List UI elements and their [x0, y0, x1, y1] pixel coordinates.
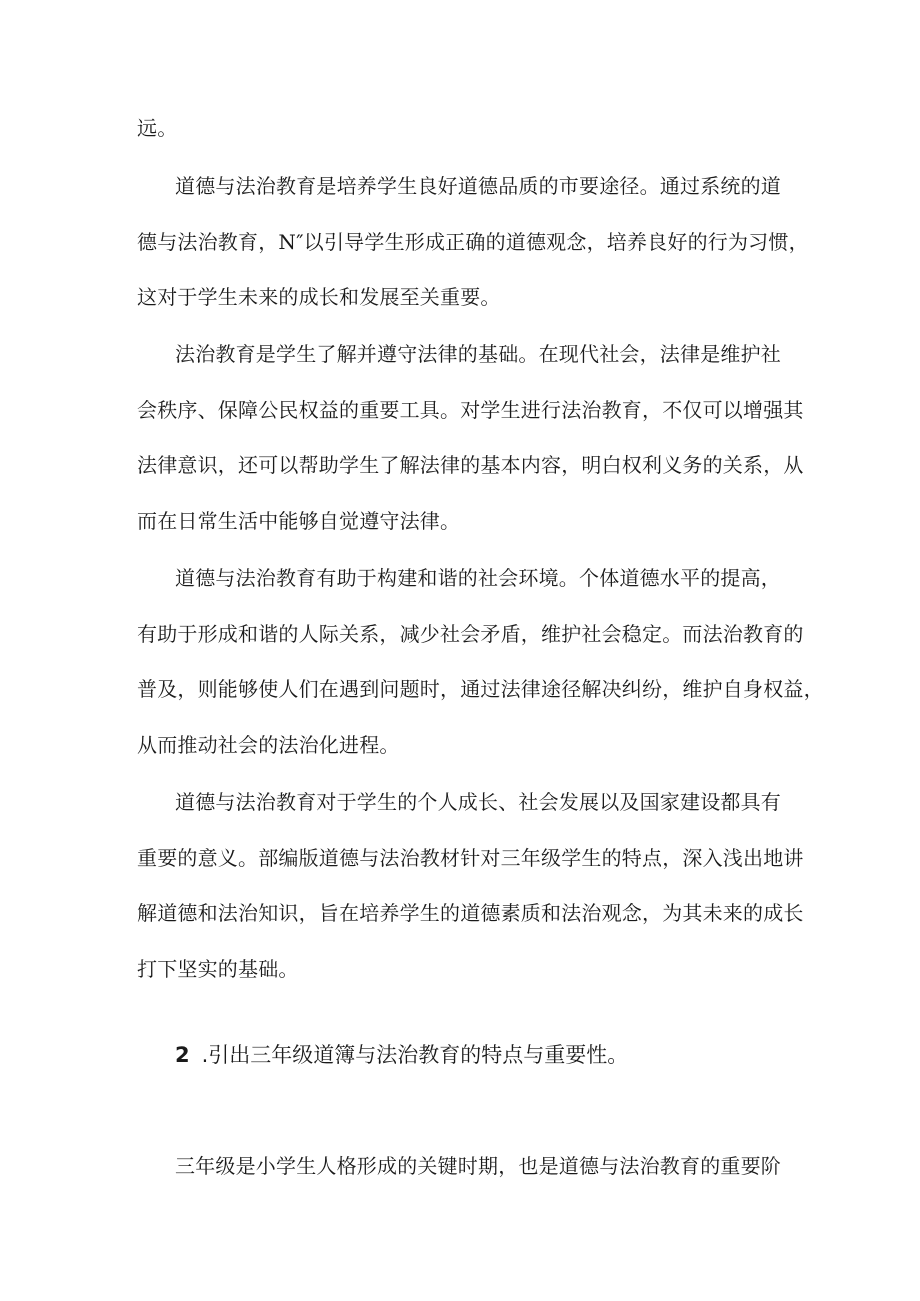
text-line: 德与法治教育，N″以引导学生形成正确的道德观念，培养良好的行为习惯，: [137, 230, 809, 254]
section-heading: [175, 1040, 628, 1070]
text-line: 道德与法治教育对于学生的个人成长、社会发展以及国家建设都具有: [175, 790, 781, 814]
text-line: 从而推动社会的法治化进程。: [137, 733, 400, 757]
text-line: 解道德和法治知识，旨在培养学生的道德素质和法治观念，为其未来的成长: [137, 901, 804, 925]
text-line: 道德与法治教育是培养学生良好道德品质的市要途径。通过系统的道: [175, 174, 781, 198]
text-line: 有助于形成和谐的人际关系，减少社会矛盾，维护社会稳定。而法治教育的: [137, 622, 804, 646]
section-title: .引出三年级道簿与法治教育的特点与重要性。: [201, 1043, 629, 1067]
text-line: 道德与法治教育有助于构建和谐的社会环境。个体道德水平的提高，: [175, 566, 781, 590]
text-line: 而在日常生活中能够自觉遵守法律。: [137, 509, 461, 533]
text-line: 法治教育是学生了解并遵守法律的基础。在现代社会，法律是维护社: [175, 342, 781, 366]
text-line: 普及，则能够使人们在遇到问题时，通过法律途径解决纠纷，维护自身权益，: [137, 677, 824, 701]
text-line: 远。: [137, 116, 178, 140]
text-line: 重要的意义。部编版道德与法治教材针对三年级学生的特点，深入浅出地讲: [137, 846, 804, 870]
text-line: 法律意识，还可以帮助学生了解法律的基本内容，明白权利义务的关系，从: [137, 453, 804, 477]
section-number: 2: [175, 1043, 190, 1067]
text-line: 会秩序、保障公民权益的重要工具。对学生进行法治教育，不仅可以增强其: [137, 398, 804, 422]
text-line: 打下坚实的基础。: [137, 957, 299, 981]
text-line: 这对于学生未来的成长和发展至关重要。: [137, 285, 501, 309]
text-line: 三年级是小学生人格形成的关键时期，也是道德与法治教育的重要阶: [175, 1154, 781, 1178]
